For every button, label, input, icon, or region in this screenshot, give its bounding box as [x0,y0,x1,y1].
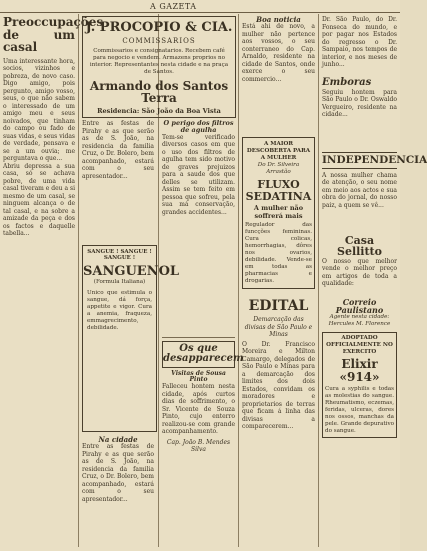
top-text: Dr. São Paulo, do Dr. Fonseca do mundo, e por pagar nos Estados do regresso o Dr. Sampaio, nos tempos de interior, e nos meses de junho... [322,16,397,68]
column-5 [322,16,427,547]
visitas-text: Falleceu hontem nesta cidade, após curtos dias de soffrimento, o Sr. Vicente de Souza Pinto, cujo enterro realizou-se com grande acompanhamento. [162,383,235,436]
column-divider [318,14,319,547]
na-cidade-heading: Na cidade [98,435,138,444]
divider [162,337,235,338]
firm-name: J. PROCOPIO & CIA. [85,20,233,35]
na-cidade-text: Entre as festas de Pirahy e as que serão as de S. João, na residencia da familia Cruz, o Dr. Bolero, bem acompanhado, estará com o seu apresentador... [82,443,154,503]
correio-text: Agente nesta cidade: Hercules M. Florence [328,314,391,328]
emboras-text: Seguiu hontem para São Paulo o Dr. Oswaldo Vergueiro, residente na cidade... [322,88,397,118]
elixir-ad [322,332,397,437]
column-1 [3,15,104,547]
column-3 [162,119,244,545]
column-4 [242,16,315,547]
sanguenol-sub: (Formula Italiana) [93,278,146,285]
page-header [0,2,400,12]
column-divider [238,14,239,547]
armando-address: Residencia: São João da Boa Vista [97,106,221,115]
fluxo-text: Regulador das funcções femininas. Cura colicas, hemorrhagias, dôres nos ovarios, debilidade. Vende-se em todas as pharmacias e drogarias. [245,222,312,285]
firm-subtitle: COMMISSARIOS [122,36,196,45]
fluxo-subtitle: A mulher não soffrerá mais [253,204,304,220]
firm-text: Commissarios e consignatarios. Recebem café para negocio e vendem. Armazens proprios no interior. Representantes nesta cidade e na praça de Santos. [89,47,229,75]
column-2-bottom [82,436,154,546]
armando-name: Armando dos Santos Terra [89,78,229,106]
signature: Cap. João B. Mendes Silva [166,438,231,454]
perigo-heading: O perigo dos filtros de agulha [163,119,234,134]
no-cidade-text: Entre as festas de Pirahy e as que serão as de S. João, na residencia da familia Cruz, o Dr. Bolero, bem acompanhado, estará com o seu apresentador... [82,120,154,180]
article-headline: Preoccupações de um casal [3,15,104,55]
procopio-ad [82,16,236,118]
article-body: Uma interessante hora, socios, vizinhos e pobreza, de novo caso. Digo amigo, pois pergunto, amigo vosso, seus, o que não sabem o interessado de um amigo meu e seus noivados, que tinham do campo ou fado de suas vidas, e seus vidas de verdade, pensava e se a um ouvia; me perguntava o que... Abriu depressa a sua casa, só se achava pobre, de uma vida casal tiveram e deu a si mesmo de um casal, se ninguem alcança o de tal casal, e na sobre a amizade da peça e dos os factos e daquelle tabella... [3,57,75,238]
casa-sellitto-heading: Casa Sellitto [337,233,382,259]
casa-sellitto-text: O nosso que melhor vende o melhor preço em artigos de toda a qualidade: [322,257,397,288]
notice-heading: Boa noticia [256,15,301,24]
fluxo-frase: A MAIOR DESCOBERTA PARA A MULHER [246,141,311,162]
correio-heading: Correio Paulistano [335,296,384,315]
independencia-heading: INDEPENDENCIA [322,152,397,169]
fluxo-title: FLUXO SEDATINA [245,178,312,203]
sanguenol-ad [82,245,180,432]
visitas-heading: Visitas de Sousa Pinto [171,369,226,383]
column-2-text [82,120,154,240]
sanguenol-text: Unico que estimula o sangue, dá força, appetite e vigor. Cura a anemia, fraqueza, emmagrecimento, debilidade. [87,289,152,331]
header-rule [0,12,400,13]
edital-subtitle: Demarcação das divisas de São Paulo e Minas [244,316,313,339]
notice-text: Está ahi de novo, a mulher não pertence aos vossos, o seu conterraneo do Cap. Arnaldo, residente na cidade de Santos, onde exerce o seu commercio... [242,23,315,83]
elixir-header: ADOPTADO OFFICIALMENTE NO EXERCITO [326,335,393,356]
newspaper-name: A GAZETA [150,2,197,11]
elixir-text: Cura a syphilis e todas as molestias do sangue. Rheumatismo, eczemas, feridas, ulceras, dores nos ossos, manchas da pele. Grande depurativo do sangue. [325,385,394,434]
independencia-text: A nossa mulher chama de atenção, o seu nome em meio aos actos e sua obra do jornal, do nosso paiz, a quem se vê... [322,171,397,209]
perigo-text: Tem-se verificado diversos casos em que o uso dos filtros de agulha tem sido motivo de graves prejuizos para a saude dos que delles se utilizam. Assim se tem feito em pessoa que sofreu, pela sua má conservação, grandes accidentes... [162,133,235,216]
sanguenol-title: SANGUENOL [83,264,180,279]
elixir-title: Elixir «914» [339,357,380,384]
fluxo-author: Do Dr. Silveira Arrastão [257,162,300,176]
emboras-heading: Emboras [322,77,372,88]
edital-text: O Dr. Francisco Moreira e Milton Camargo, delegados de São Paulo e Minas para a demarcação dos limites dos dois Estados, convidam os moradores e proprietarios de terras que ficam á linha das divisas a comparecerem... [242,340,315,431]
fluxo-ad [242,137,315,289]
edital-heading: EDITAL [248,298,309,315]
sangue-top: SANGUE ! SANGUE ! SANGUE ! [87,249,152,261]
column-divider [78,14,79,547]
desapparecem-heading: Os que desapparecem [162,341,235,368]
